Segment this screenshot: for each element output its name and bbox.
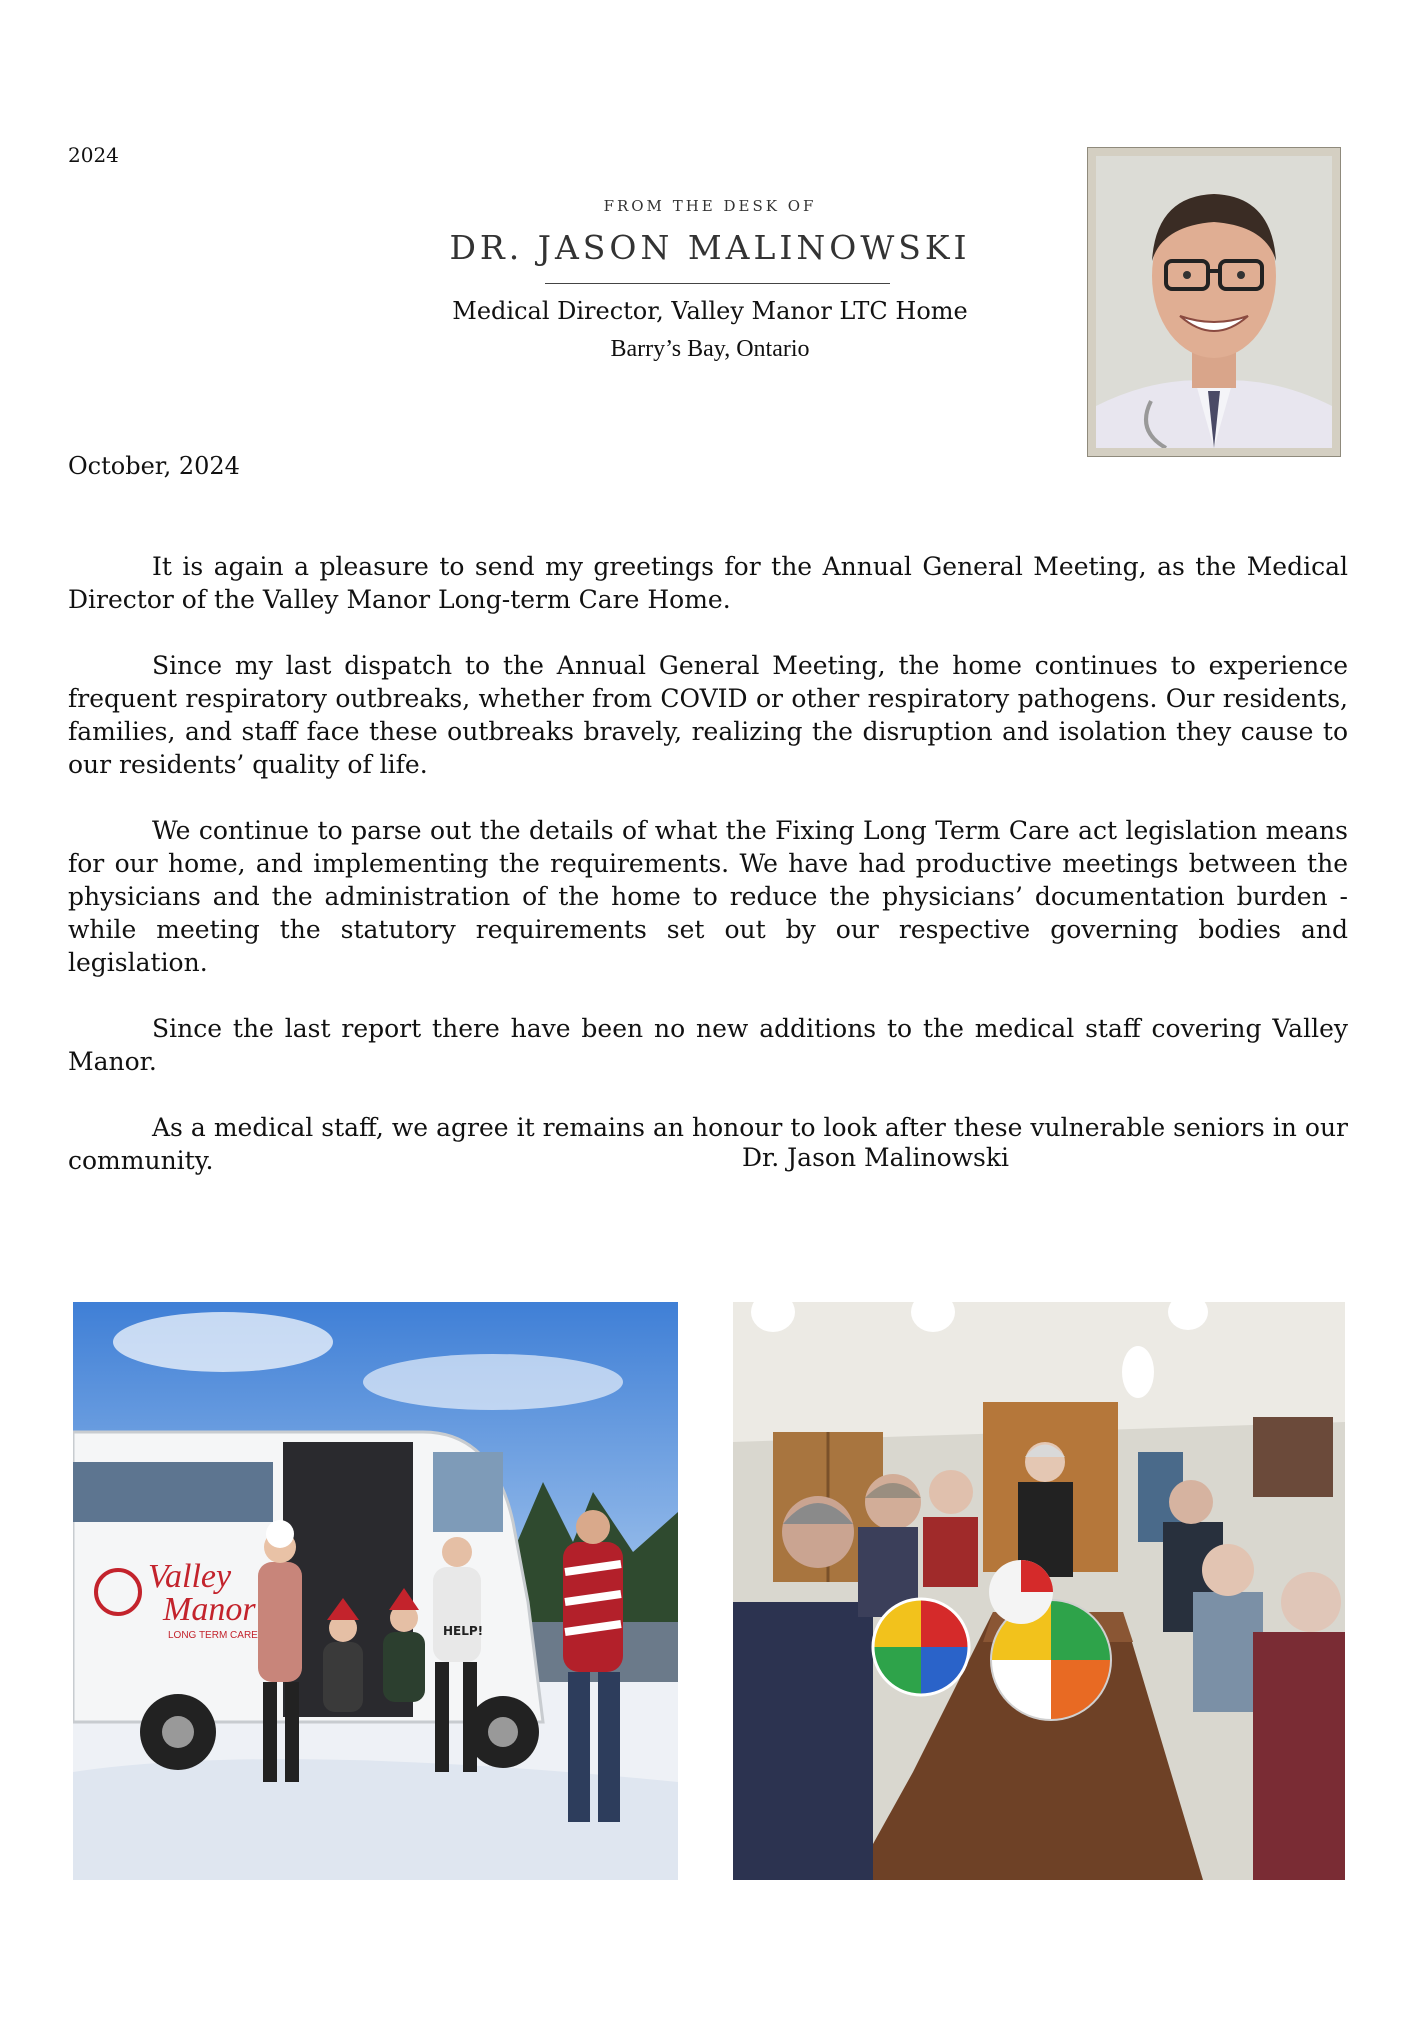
letter-date: October, 2024: [68, 452, 240, 480]
paragraph-greeting: It is again a pleasure to send my greetings for the Annual General Meeting, as the Medical Director of the Valley Manor Long-term Care Home.: [68, 552, 1348, 614]
desk-of-label: FROM THE DESK OF: [603, 197, 817, 215]
portrait-illustration: [1096, 156, 1332, 448]
doctor-name-heading: DR. JASON MALINOWSKI: [449, 228, 971, 267]
van-logo-line1: Valley: [148, 1558, 232, 1595]
residents-activity-photo: [733, 1302, 1345, 1880]
sweater-text: HELP!: [443, 1624, 484, 1638]
van-logo-sub: LONG TERM CARE: [168, 1630, 258, 1641]
letter-body: [68, 550, 1348, 1210]
paragraph-staff: Since the last report there have been no new additions to the medical staff covering Valley Manor.: [68, 1014, 1348, 1076]
van-group-photo: [73, 1302, 678, 1880]
name-underline: [545, 283, 890, 284]
paragraph-closing: As a medical staff, we agree it remains an honour to look after these vulnerable seniors in our community.: [68, 1113, 1348, 1175]
location-line: Barry’s Bay, Ontario: [610, 336, 810, 362]
director-title: Medical Director, Valley Manor LTC Home: [452, 297, 968, 325]
van-logo-line2: Manor: [163, 1591, 256, 1628]
portrait-photo: [1088, 148, 1340, 456]
year-label: 2024: [68, 143, 119, 167]
paragraph-legislation: We continue to parse out the details of what the Fixing Long Term Care act legislation means for our home, and implementing the requirements. We have had productive meetings between the physicians and the administration of the home to reduce the physicians’ documentation burden - while meeting the statutory requirements set out by our respective governing bodies and legislation.: [68, 816, 1348, 977]
signature: Dr. Jason Malinowski: [742, 1143, 1010, 1172]
paragraph-outbreaks: Since my last dispatch to the Annual General Meeting, the home continues to experience frequent respiratory outbreaks, whether from COVID or other respiratory pathogens. Our residents, families, and staff face these outbreaks bravely, realizing the disruption and isolation they cause to our residents’ quality of life.: [68, 651, 1348, 779]
